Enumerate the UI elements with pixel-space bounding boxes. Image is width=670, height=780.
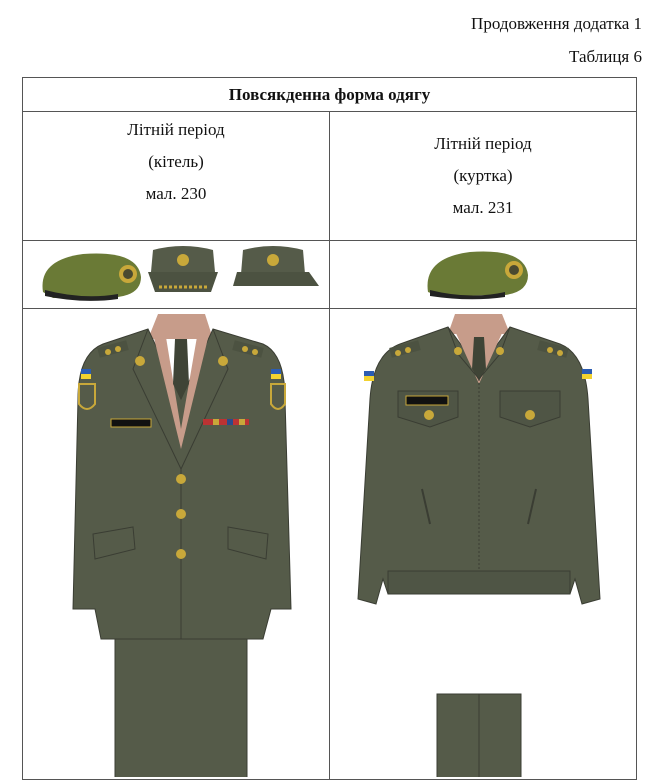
- skirt-image: [115, 629, 247, 777]
- table-number: Таблиця 6: [569, 47, 642, 66]
- figure-label: мал. 231: [452, 198, 514, 217]
- uniform-table: [22, 77, 637, 780]
- beret-image: [43, 253, 142, 300]
- column-label-jacket: [330, 112, 637, 241]
- trousers-image: [437, 694, 521, 777]
- figure-label: мал. 230: [145, 184, 207, 203]
- column-label-tunic: [23, 112, 330, 241]
- garrison-cap-image: [148, 246, 218, 292]
- beret-image: [428, 251, 528, 299]
- tunic-figure-cell: [23, 309, 330, 780]
- period-label: Літній період: [127, 120, 225, 139]
- headwear-cell-left: [23, 241, 330, 309]
- item-label: (куртка): [453, 166, 513, 185]
- tunic-image: [73, 314, 291, 639]
- appendix-continuation: Продовження додатка 1: [471, 14, 642, 33]
- jacket-image: [358, 314, 600, 604]
- field-cap-image: [233, 246, 319, 286]
- headwear-cell-right: [330, 241, 637, 309]
- table-title: Повсякденна форма одягу: [23, 78, 637, 112]
- item-label: (кітель): [148, 152, 204, 171]
- jacket-figure-cell: [330, 309, 637, 780]
- period-label: Літній період: [434, 134, 532, 153]
